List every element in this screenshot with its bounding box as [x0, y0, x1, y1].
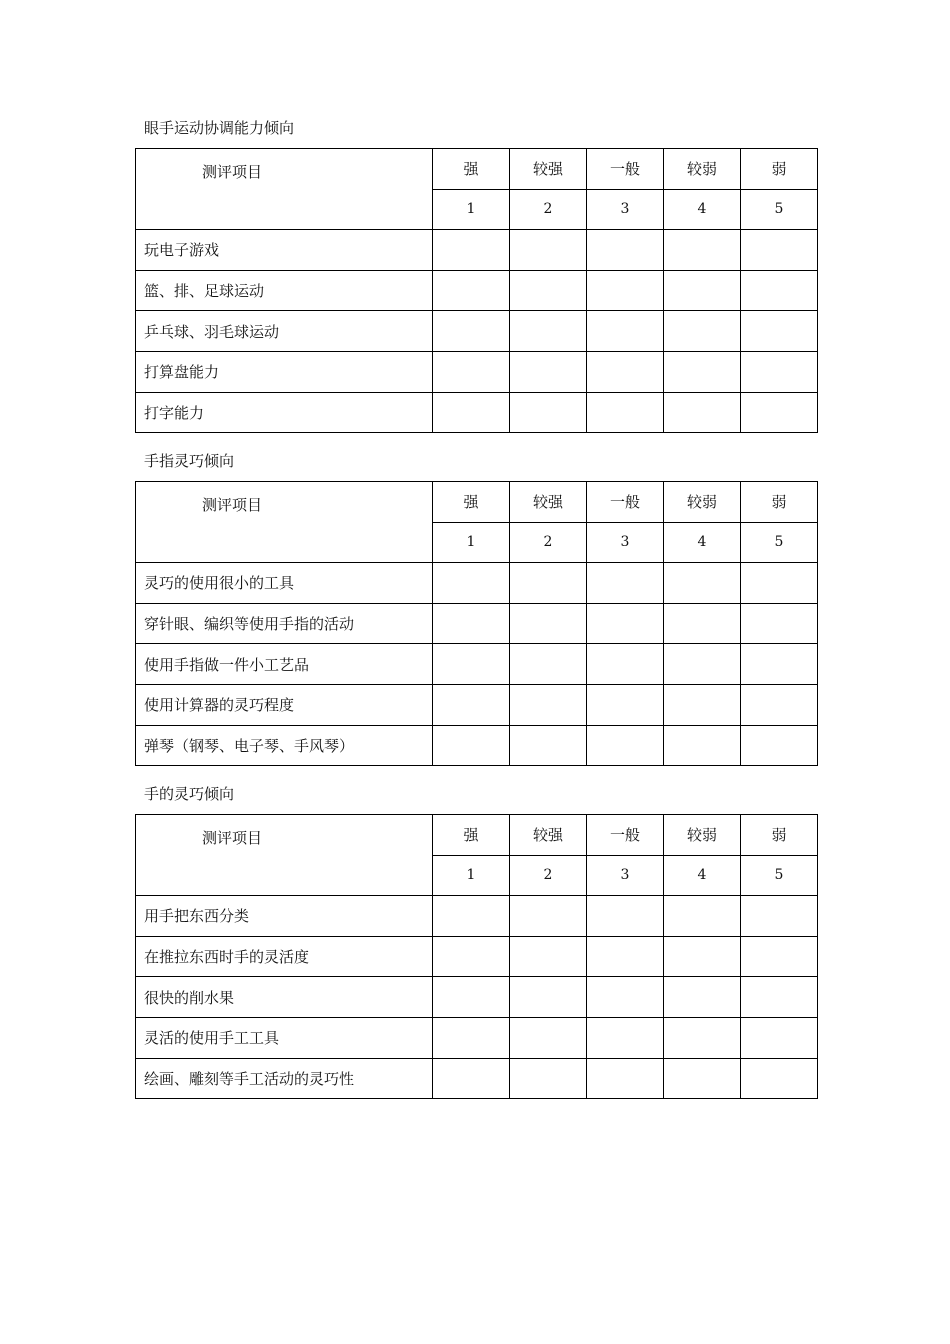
rating-cell-3[interactable] [587, 684, 664, 725]
header-row [136, 149, 818, 190]
rating-cell-2[interactable] [510, 603, 587, 644]
rating-cell-3[interactable] [587, 725, 664, 766]
table-eye-hand-coordination [135, 148, 818, 433]
rating-cell-2[interactable] [510, 896, 587, 937]
rating-cell-3[interactable] [587, 1058, 664, 1099]
section-title-hand-dexterity: 手的灵巧倾向 [144, 785, 235, 803]
level-label-fairly-strong: 较强 [510, 149, 587, 190]
level-label-fairly-weak: 较弱 [664, 149, 741, 190]
score-label-3: 3 [587, 522, 664, 563]
rating-cell-4[interactable] [664, 725, 741, 766]
rating-cell-4[interactable] [664, 896, 741, 937]
level-label-fairly-strong: 较强 [510, 815, 587, 856]
rating-cell-4[interactable] [664, 311, 741, 352]
table-row [136, 392, 818, 433]
level-label-average: 一般 [587, 815, 664, 856]
rating-cell-3[interactable] [587, 392, 664, 433]
table-finger-dexterity [135, 481, 818, 766]
item-label: 打字能力 [136, 392, 433, 433]
rating-cell-2[interactable] [510, 977, 587, 1018]
score-label-5: 5 [741, 855, 818, 896]
table-row [136, 603, 818, 644]
rating-cell-5[interactable] [741, 392, 818, 433]
table-row [136, 725, 818, 766]
rating-cell-2[interactable] [510, 392, 587, 433]
rating-cell-1[interactable] [433, 563, 510, 604]
rating-cell-3[interactable] [587, 563, 664, 604]
rating-cell-2[interactable] [510, 1058, 587, 1099]
item-label: 乒乓球、羽毛球运动 [136, 311, 433, 352]
level-label-strong: 强 [433, 482, 510, 523]
item-label: 灵活的使用手工工具 [136, 1017, 433, 1058]
rating-cell-1[interactable] [433, 230, 510, 271]
item-label: 玩电子游戏 [136, 230, 433, 271]
rating-cell-4[interactable] [664, 1017, 741, 1058]
score-label-2: 2 [510, 855, 587, 896]
rating-cell-2[interactable] [510, 644, 587, 685]
rating-cell-5[interactable] [741, 351, 818, 392]
score-label-2: 2 [510, 189, 587, 230]
rating-cell-4[interactable] [664, 1058, 741, 1099]
rating-cell-5[interactable] [741, 896, 818, 937]
header-row [136, 815, 818, 856]
rating-cell-5[interactable] [741, 311, 818, 352]
item-label: 打算盘能力 [136, 351, 433, 392]
rating-cell-1[interactable] [433, 270, 510, 311]
rating-cell-4[interactable] [664, 563, 741, 604]
table-row [136, 644, 818, 685]
table-row [136, 896, 818, 937]
rating-cell-4[interactable] [664, 684, 741, 725]
level-label-average: 一般 [587, 149, 664, 190]
level-label-average: 一般 [587, 482, 664, 523]
rating-cell-2[interactable] [510, 563, 587, 604]
rating-cell-1[interactable] [433, 1058, 510, 1099]
rating-cell-3[interactable] [587, 977, 664, 1018]
rating-cell-2[interactable] [510, 270, 587, 311]
score-label-5: 5 [741, 522, 818, 563]
rating-cell-2[interactable] [510, 684, 587, 725]
score-label-1: 1 [433, 522, 510, 563]
rating-cell-3[interactable] [587, 896, 664, 937]
rating-cell-1[interactable] [433, 351, 510, 392]
table-row [136, 270, 818, 311]
rating-cell-3[interactable] [587, 936, 664, 977]
rating-cell-5[interactable] [741, 563, 818, 604]
score-label-3: 3 [587, 189, 664, 230]
table-row [136, 936, 818, 977]
level-label-fairly-weak: 较弱 [664, 815, 741, 856]
item-label: 篮、排、足球运动 [136, 270, 433, 311]
rating-cell-1[interactable] [433, 936, 510, 977]
item-label: 很快的削水果 [136, 977, 433, 1018]
rating-cell-1[interactable] [433, 1017, 510, 1058]
item-label: 在推拉东西时手的灵活度 [136, 936, 433, 977]
item-label: 绘画、雕刻等手工活动的灵巧性 [136, 1058, 433, 1099]
section-title-finger-dexterity: 手指灵巧倾向 [144, 452, 235, 470]
rating-cell-2[interactable] [510, 1017, 587, 1058]
rating-cell-5[interactable] [741, 644, 818, 685]
rating-cell-4[interactable] [664, 392, 741, 433]
rating-cell-1[interactable] [433, 644, 510, 685]
score-label-1: 1 [433, 855, 510, 896]
rating-cell-3[interactable] [587, 603, 664, 644]
table-row [136, 563, 818, 604]
score-label-5: 5 [741, 189, 818, 230]
rating-cell-3[interactable] [587, 644, 664, 685]
section-title-eye-hand: 眼手运动协调能力倾向 [144, 119, 295, 137]
rating-cell-1[interactable] [433, 896, 510, 937]
rating-cell-2[interactable] [510, 725, 587, 766]
table-hand-dexterity [135, 814, 818, 1099]
score-label-1: 1 [433, 189, 510, 230]
rating-cell-4[interactable] [664, 603, 741, 644]
item-label: 用手把东西分类 [136, 896, 433, 937]
level-label-strong: 强 [433, 815, 510, 856]
rating-cell-5[interactable] [741, 603, 818, 644]
level-label-weak: 弱 [741, 815, 818, 856]
rating-cell-5[interactable] [741, 977, 818, 1018]
rating-cell-4[interactable] [664, 977, 741, 1018]
rating-cell-3[interactable] [587, 351, 664, 392]
rating-cell-2[interactable] [510, 936, 587, 977]
table-row [136, 230, 818, 271]
rating-cell-3[interactable] [587, 1017, 664, 1058]
rating-cell-4[interactable] [664, 644, 741, 685]
rating-cell-4[interactable] [664, 351, 741, 392]
rating-cell-5[interactable] [741, 230, 818, 271]
rating-cell-2[interactable] [510, 230, 587, 271]
rating-cell-3[interactable] [587, 270, 664, 311]
header-item-label: 测评项目 [136, 815, 433, 896]
rating-cell-1[interactable] [433, 311, 510, 352]
header-item-label: 测评项目 [136, 482, 433, 563]
item-label: 使用手指做一件小工艺品 [136, 644, 433, 685]
level-label-weak: 弱 [741, 149, 818, 190]
header-row [136, 482, 818, 523]
table-row [136, 1017, 818, 1058]
item-label: 灵巧的使用很小的工具 [136, 563, 433, 604]
score-label-4: 4 [664, 189, 741, 230]
table-row [136, 351, 818, 392]
rating-cell-2[interactable] [510, 311, 587, 352]
rating-cell-1[interactable] [433, 977, 510, 1018]
score-label-3: 3 [587, 855, 664, 896]
rating-cell-3[interactable] [587, 311, 664, 352]
level-label-strong: 强 [433, 149, 510, 190]
rating-cell-4[interactable] [664, 270, 741, 311]
level-label-fairly-weak: 较弱 [664, 482, 741, 523]
rating-cell-5[interactable] [741, 1017, 818, 1058]
rating-cell-3[interactable] [587, 230, 664, 271]
rating-cell-5[interactable] [741, 684, 818, 725]
rating-cell-1[interactable] [433, 684, 510, 725]
rating-cell-5[interactable] [741, 725, 818, 766]
rating-cell-4[interactable] [664, 230, 741, 271]
item-label: 使用计算器的灵巧程度 [136, 684, 433, 725]
table-row [136, 1058, 818, 1099]
score-label-2: 2 [510, 522, 587, 563]
item-label: 弹琴（钢琴、电子琴、手风琴） [136, 725, 433, 766]
item-label: 穿针眼、编织等使用手指的活动 [136, 603, 433, 644]
table-row [136, 311, 818, 352]
rating-cell-1[interactable] [433, 725, 510, 766]
score-label-4: 4 [664, 855, 741, 896]
rating-cell-5[interactable] [741, 936, 818, 977]
level-label-weak: 弱 [741, 482, 818, 523]
rating-cell-5[interactable] [741, 1058, 818, 1099]
rating-cell-4[interactable] [664, 936, 741, 977]
level-label-fairly-strong: 较强 [510, 482, 587, 523]
table-row [136, 977, 818, 1018]
rating-cell-1[interactable] [433, 603, 510, 644]
rating-cell-2[interactable] [510, 351, 587, 392]
table-row [136, 684, 818, 725]
header-item-label: 测评项目 [136, 149, 433, 230]
score-label-4: 4 [664, 522, 741, 563]
rating-cell-5[interactable] [741, 270, 818, 311]
rating-cell-1[interactable] [433, 392, 510, 433]
